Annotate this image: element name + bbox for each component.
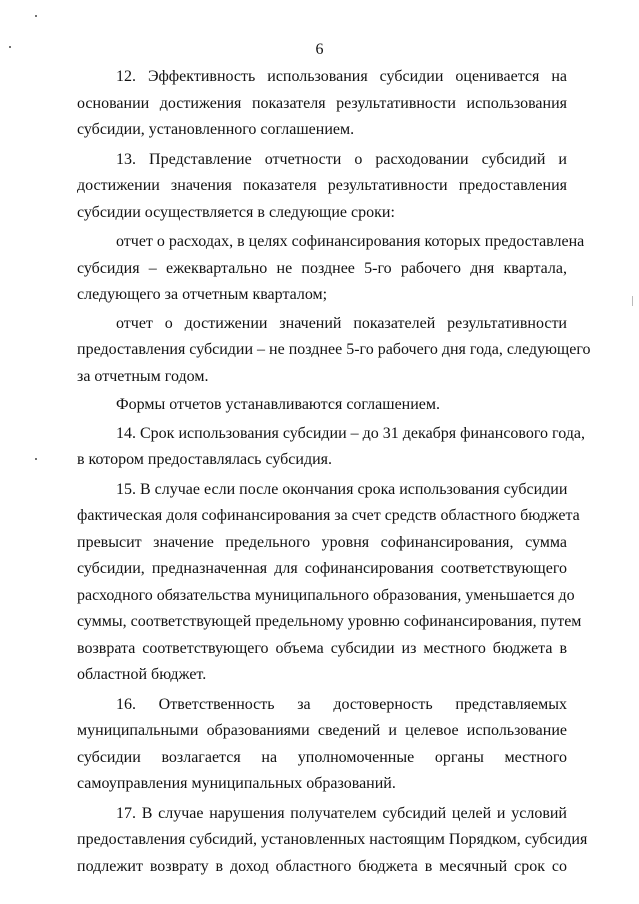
text-line: муниципальными образованиями сведений и целевое использование — [77, 722, 567, 739]
text-line: основании достижения показателя результативности использования — [77, 94, 567, 112]
text-line: отчет о достижении значений показателей результативности — [116, 314, 567, 332]
page-number: 6 — [315, 41, 324, 58]
text-line: расходного обязательства муниципального образования, уменьшается до — [77, 586, 575, 604]
text-line: в котором предоставлялась субсидия. — [77, 451, 333, 468]
text-line: предоставления субсидий, установленных настоящим Порядком, субсидия — [77, 831, 588, 848]
text-line: 15. В случае если после окончания срока использования субсидии — [116, 480, 568, 498]
text-line: 16. Ответственность за достоверность представляемых — [116, 695, 567, 713]
text-line: превысит значение предельного уровня софинансирования, сумма — [77, 533, 567, 551]
text-line: суммы, соответствующей предельному уровню софинансирования, путем — [77, 613, 582, 630]
document-body — [77, 64, 591, 880]
text-line: субсидия – ежеквартально не позднее 5-го рабочего дня квартала, — [77, 259, 567, 277]
text-line: отчет о расходах, в целях софинансирования которых предоставлена — [116, 233, 585, 250]
text-line: субсидии, предназначенная для софинансирования соответствующего — [77, 560, 567, 577]
text-line: 17. В случае нарушения получателем субсидий целей и условий — [116, 804, 567, 822]
scan-speck — [9, 46, 11, 48]
text-line: подлежит возврату в доход областного бюджета в месячный срок со — [77, 857, 567, 875]
text-line: возврата соответствующего объема субсидии из местного бюджета в — [77, 639, 567, 657]
text-line: 14. Срок использования субсидии – до 31 декабря финансового года, — [116, 424, 585, 442]
scan-speck — [35, 15, 37, 17]
text-line: 13. Представление отчетности о расходовании субсидий и — [116, 150, 567, 168]
text-line: областной бюджет. — [77, 666, 207, 683]
text-line: достижении значения показателя результативности предоставления — [77, 177, 567, 194]
text-line: фактическая доля софинансирования за счет средств областного бюджета — [77, 507, 580, 524]
scan-speck — [632, 296, 633, 306]
text-line: субсидии, установленного соглашением. — [77, 121, 355, 138]
text-line: Формы отчетов устанавливаются соглашением. — [116, 396, 441, 413]
text-line: за отчетным годом. — [77, 367, 209, 385]
scan-speck — [35, 458, 37, 460]
text-line: следующего за отчетным кварталом; — [77, 286, 328, 303]
text-line: субсидии возлагается на уполномоченные органы местного — [77, 748, 567, 766]
text-line: 12. Эффективность использования субсидии оценивается на — [116, 68, 567, 85]
text-line: предоставления субсидии – не позднее 5-го рабочего дня года, следующего — [77, 341, 591, 358]
text-line: субсидии осуществляется в следующие сроки: — [77, 203, 395, 221]
text-line: самоуправления муниципальных образований. — [77, 775, 396, 792]
